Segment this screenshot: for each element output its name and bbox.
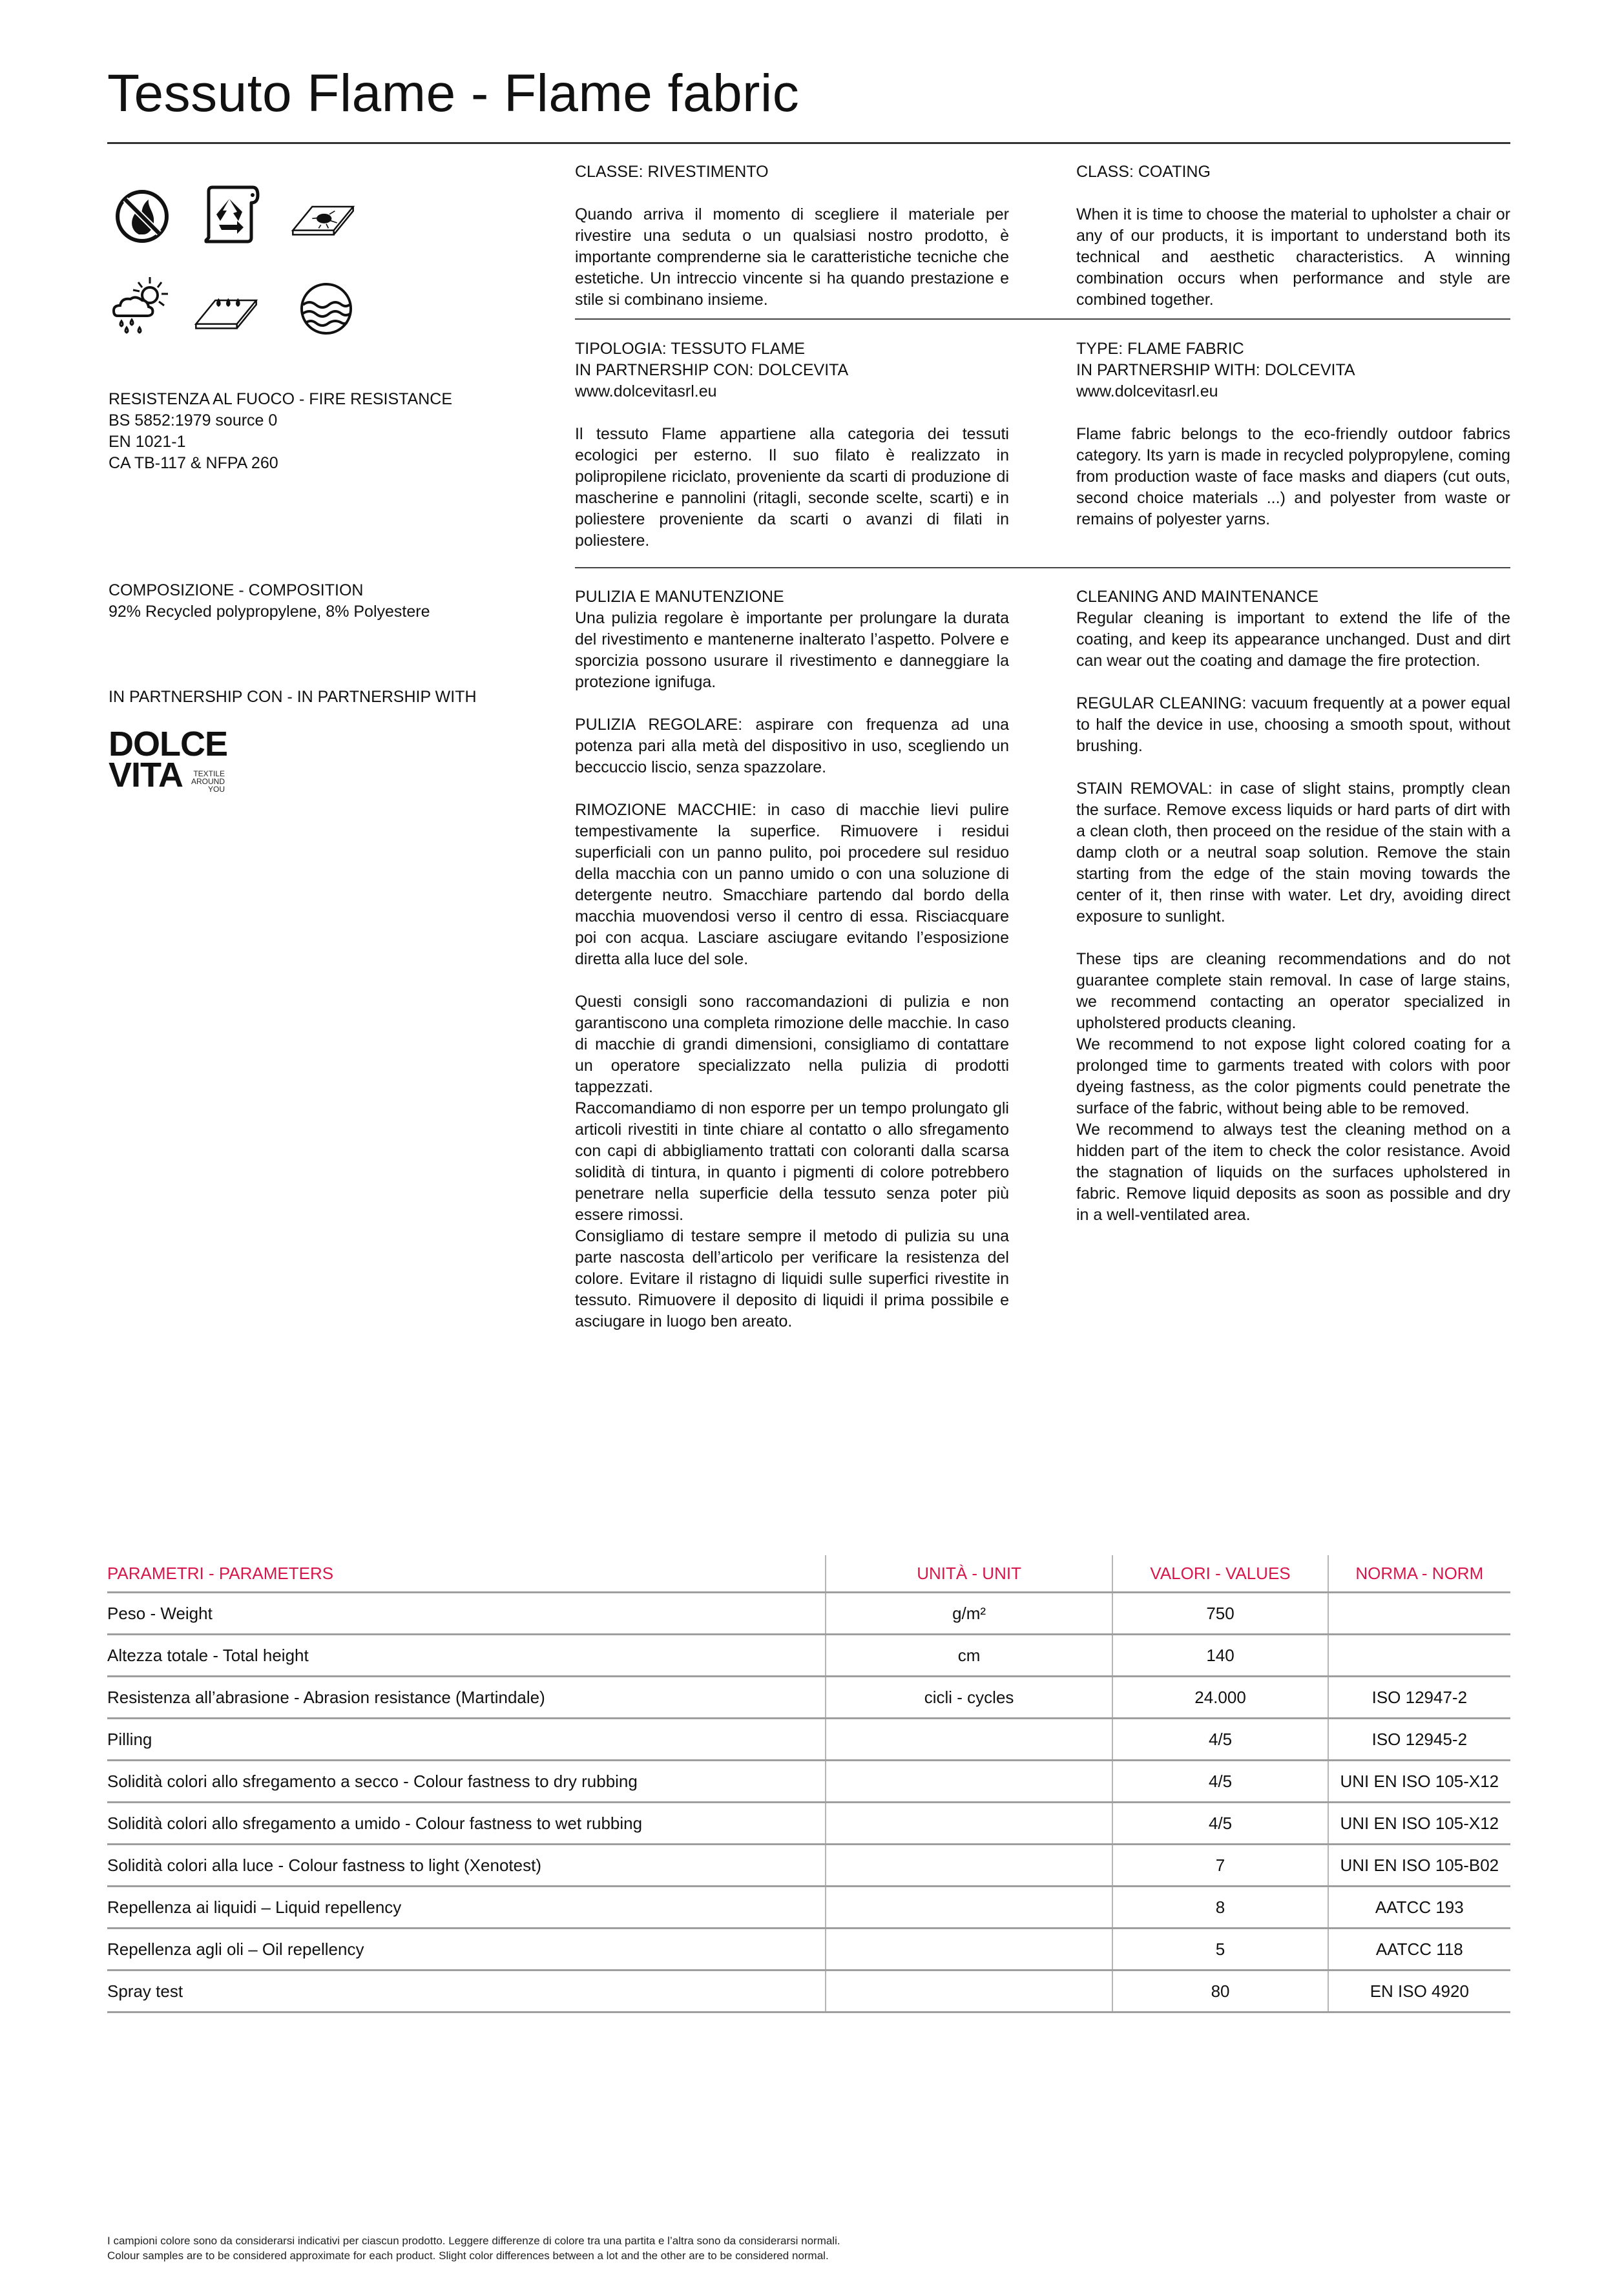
table-row: [107, 1929, 1510, 1970]
logo-line-2: VITA: [109, 756, 183, 794]
table-row: [107, 1887, 1510, 1929]
param-unit: [826, 1887, 1113, 1929]
recycled-fabric-roll-icon: [197, 181, 262, 245]
fire-resistance-block: [109, 389, 452, 474]
type-line2-en: IN PARTNERSHIP WITH: DOLCEVITA: [1076, 361, 1355, 379]
title-divider: [107, 142, 1510, 144]
param-unit: [826, 1803, 1113, 1845]
page-title: Tessuto Flame - Flame fabric: [107, 64, 800, 123]
param-value: 24.000: [1112, 1677, 1328, 1719]
param-value: 4/5: [1112, 1803, 1328, 1845]
tips-1-en: These tips are cleaning recommendations and do not guarantee complete stain removal. In case of large stains, we recommend contacting an operator specialized in upholstered products cleaning.: [1076, 950, 1510, 1032]
fire-standard: EN 1021-1: [109, 433, 186, 451]
table-row: [107, 1970, 1510, 2012]
tips-1-it: Questi consigli sono raccomandazioni di pulizia e non garantiscono una completa rimozione delle macchie. In caso di macchie di grandi dimensioni, consigliamo di contattare un operatore specializzato nella pulizia di prodotti tappezzati.: [575, 993, 1009, 1096]
table-header-row: [107, 1555, 1510, 1593]
param-name: Spray test: [107, 1970, 826, 2012]
table-row: [107, 1803, 1510, 1845]
param-norm: AATCC 193: [1328, 1887, 1510, 1929]
composition-value: 92% Recycled polypropylene, 8% Polyestere: [109, 603, 430, 621]
tips-3-it: Consigliamo di testare sempre il metodo di pulizia su una parte nascosta dell’articolo per verificare la resistenza del colore. Evitare il ristagno di liquidi sulle superfici rivestite in tessuto. Rimuovere il deposito di liquidi il prima possibile e asciugare in luogo ben areato.: [575, 1227, 1009, 1330]
param-norm: ISO 12947-2: [1328, 1677, 1510, 1719]
cleaning-section-it: [575, 586, 1009, 1332]
logo-line-1: DOLCE: [109, 725, 227, 763]
footer-line-it: I campioni colore sono da considerarsi indicativi per ciascun prodotto. Leggere differenze di colore tra una partita e l’altra sono da considerarsi normali.: [107, 2235, 840, 2247]
footer-line-en: Colour samples are to be considered approximate for each product. Slight color differences between a lot and the other are to be considered normal.: [107, 2249, 829, 2262]
stain-removal-it: RIMOZIONE MACCHIE: in caso di macchie lievi pulire tempestivamente la superfice. Rimuovere i residui superficiali con un panno pulito, poi procedere sul residuo della macchia con un panno umido o con una soluzione di detergente neutro. Smacchiare partendo dal bordo della macchia muovendosi verso il centro di essa. Risciacquare poi con acqua. Lasciare asciugare evitando l’esposizione diretta alla luce del sole.: [575, 801, 1009, 968]
param-norm: UNI EN ISO 105-X12: [1328, 1803, 1510, 1845]
stain-resistant-icon: [291, 187, 355, 252]
section-divider: [575, 567, 1510, 568]
param-norm: AATCC 118: [1328, 1929, 1510, 1970]
fire-resistant-icon: [110, 184, 174, 249]
param-value: 80: [1112, 1970, 1328, 2012]
param-norm: [1328, 1635, 1510, 1677]
param-value: 7: [1112, 1845, 1328, 1887]
class-section-en: [1076, 161, 1510, 311]
param-value: 4/5: [1112, 1719, 1328, 1761]
type-line1-it: TIPOLOGIA: TESSUTO FLAME: [575, 340, 806, 358]
class-heading-it: CLASSE: RIVESTIMENTO: [575, 163, 769, 181]
param-norm: UNI EN ISO 105-X12: [1328, 1761, 1510, 1803]
header-unit: UNITÀ - UNIT: [826, 1555, 1113, 1593]
type-line2-it: IN PARTNERSHIP CON: DOLCEVITA: [575, 361, 849, 379]
regular-cleaning-en: REGULAR CLEANING: vacuum frequently at a power equal to half the device in use, choosing a smooth spout, without brushing.: [1076, 694, 1510, 755]
param-name: Pilling: [107, 1719, 826, 1761]
type-line1-en: TYPE: FLAME FABRIC: [1076, 340, 1244, 358]
table-row: [107, 1719, 1510, 1761]
composition-heading: COMPOSIZIONE - COMPOSITION: [109, 581, 364, 599]
section-divider: [575, 318, 1510, 320]
cleaning-text-it: Una pulizia regolare è importante per prolungare la durata del rivestimento e mantenerne inalterato l’aspetto. Polvere e sporcizia possono usurare il rivestimento e danneggiare la protezione ignifuga.: [575, 609, 1009, 691]
param-norm: UNI EN ISO 105-B02: [1328, 1845, 1510, 1887]
param-name: Repellenza agli oli – Oil repellency: [107, 1929, 826, 1970]
param-unit: [826, 1929, 1113, 1970]
table-row: [107, 1593, 1510, 1635]
type-text-en: Flame fabric belongs to the eco-friendly outdoor fabrics category. Its yarn is made in recycled polypropylene, coming from production waste of face masks and diapers (cut outs, second choice materials ...) and polyester from waste or remains of polyester yarns.: [1076, 425, 1510, 528]
table-row: [107, 1635, 1510, 1677]
logo-tagline: [191, 770, 225, 793]
param-name: Resistenza all’abrasione - Abrasion resistance (Martindale): [107, 1677, 826, 1719]
type-section-en: [1076, 338, 1510, 530]
partner-url-en[interactable]: www.dolcevitasrl.eu: [1076, 382, 1218, 400]
cleaning-text-en: Regular cleaning is important to extend the life of the coating, and keep its appearance unchanged. Dust and dirt can wear out the coating and damage the fire protection.: [1076, 609, 1510, 670]
logo-tag-line: TEXTILE: [193, 769, 225, 778]
type-text-it: Il tessuto Flame appartiene alla categoria dei tessuti ecologici per esterno. Il suo filato è realizzato in polipropilene riciclato, proveniente da scarti di produzione di mascherine e pannolini (ritagli, seconde scelte, scarti) e in poliestere proveniente da scarti o avanzi di filati in poliestere.: [575, 425, 1009, 550]
weather-resistant-icon: [110, 274, 174, 339]
param-name: Solidità colori allo sfregamento a secco - Colour fastness to dry rubbing: [107, 1761, 826, 1803]
param-name: Repellenza ai liquidi – Liquid repellency: [107, 1887, 826, 1929]
table-row: [107, 1845, 1510, 1887]
fire-standard: BS 5852:1979 source 0: [109, 411, 278, 429]
partner-url-it[interactable]: www.dolcevitasrl.eu: [575, 382, 717, 400]
param-value: 4/5: [1112, 1761, 1328, 1803]
param-norm: [1328, 1593, 1510, 1635]
cleaning-heading-it: PULIZIA E MANUTENZIONE: [575, 588, 784, 606]
param-name: Solidità colori alla luce - Colour fastness to light (Xenotest): [107, 1845, 826, 1887]
fire-standard: CA TB-117 & NFPA 260: [109, 454, 278, 472]
param-unit: [826, 1761, 1113, 1803]
class-text-it: Quando arriva il momento di scegliere il materiale per rivestire una seduta o un qualsiasi nostro prodotto, è importante comprenderne sia le caratteristiche tecniche che estetiche. Un intreccio vincente si ha quando prestazione e stile si combinano insieme.: [575, 205, 1009, 309]
type-section-it: [575, 338, 1009, 552]
table-row: [107, 1761, 1510, 1803]
water-repellent-icon: [194, 281, 258, 346]
partnership-heading: IN PARTNERSHIP CON - IN PARTNERSHIP WITH: [109, 688, 477, 706]
table-row: [107, 1677, 1510, 1719]
header-norm: NORMA - NORM: [1328, 1555, 1510, 1593]
feature-icons: [103, 174, 375, 342]
composition-block: [109, 580, 430, 623]
regular-cleaning-it: PULIZIA REGOLARE: aspirare con frequenza ad una potenza pari alla metà del dispositivo in uso, scegliendo un beccuccio liscio, senza spazzolare.: [575, 716, 1009, 776]
param-name: Altezza totale - Total height: [107, 1635, 826, 1677]
param-unit: [826, 1719, 1113, 1761]
param-value: 8: [1112, 1887, 1328, 1929]
param-unit: cicli - cycles: [826, 1677, 1113, 1719]
param-value: 5: [1112, 1929, 1328, 1970]
logo-tag-line: AROUND: [191, 777, 225, 786]
param-unit: [826, 1970, 1113, 2012]
parameters-table: [107, 1555, 1510, 2013]
tips-2-en: We recommend to not expose light colored coating for a prolonged time to garments treated with colors with poor dyeing fastness, as the color pigments could penetrate the surface of the fabric, without being able to be removed.: [1076, 1035, 1510, 1117]
cleaning-section-en: [1076, 586, 1510, 1226]
class-text-en: When it is time to choose the material to upholster a chair or any of our products, it is important to understand both its technical and aesthetic characteristics. A winning combination occurs when performance and style are combined together.: [1076, 205, 1510, 309]
param-norm: EN ISO 4920: [1328, 1970, 1510, 2012]
tips-2-it: Raccomandiamo di non esporre per un tempo prolungato gli articoli rivestiti in tinte chiare al contatto o allo sfregamento con capi di abbigliamento trattati con coloranti dalla scarsa solidità di tintura, in quanto i pigmenti di colore potrebbero penetrare nella superficie della tessuto senza poter più essere rimossi.: [575, 1099, 1009, 1224]
param-name: Solidità colori allo sfregamento a umido - Colour fastness to wet rubbing: [107, 1803, 826, 1845]
header-parameters: PARAMETRI - PARAMETERS: [107, 1555, 826, 1593]
fire-resistance-heading: RESISTENZA AL FUOCO - FIRE RESISTANCE: [109, 390, 453, 408]
cleaning-heading-en: CLEANING AND MAINTENANCE: [1076, 588, 1319, 606]
class-section-it: [575, 161, 1009, 311]
param-norm: ISO 12945-2: [1328, 1719, 1510, 1761]
param-value: 750: [1112, 1593, 1328, 1635]
class-heading-en: CLASS: COATING: [1076, 163, 1211, 181]
param-unit: cm: [826, 1635, 1113, 1677]
tips-3-en: We recommend to always test the cleaning method on a hidden part of the item to check the color resistance. Avoid the stagnation of liquids on the surfaces upholstered in fabric. Remove liquid deposits as soon as possible and dry in a well-ventilated area.: [1076, 1121, 1510, 1224]
param-name: Peso - Weight: [107, 1593, 826, 1635]
dolcevita-logo: [109, 725, 257, 806]
header-values: VALORI - VALUES: [1112, 1555, 1328, 1593]
param-value: 140: [1112, 1635, 1328, 1677]
param-unit: g/m²: [826, 1593, 1113, 1635]
logo-tag-line: YOU: [208, 785, 225, 794]
footer-disclaimer: [107, 2233, 840, 2263]
stain-removal-en: STAIN REMOVAL: in case of slight stains, promptly clean the surface. Remove excess liquids or hard parts of dirt with a clean cloth, then proceed on the residue of the stain with a damp cloth or a neutral soap solution. Remove the stain starting from the edge of the stain moving towards the center of it, then rinse with water. Let dry, avoiding direct exposure to sunlight.: [1076, 780, 1510, 926]
param-unit: [826, 1845, 1113, 1887]
water-waves-icon: [294, 276, 359, 341]
